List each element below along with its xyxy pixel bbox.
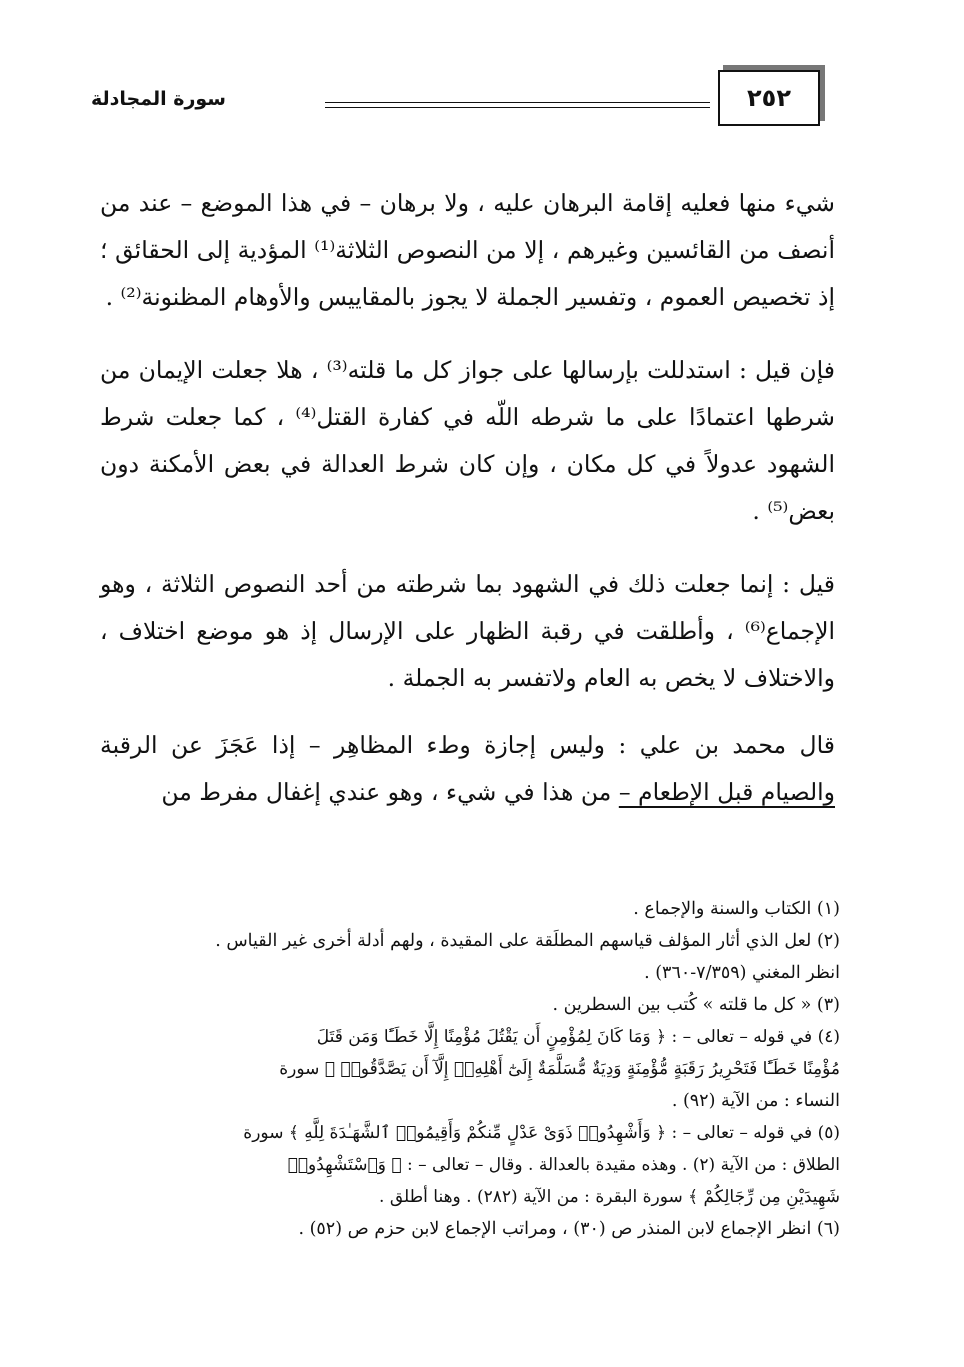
footnote-5-continuation: الطلاق : من الآية (٢) . وهذه مقيدة بالعدالة . وقال – تعالى – : ﴿ وَٱسْتَشْهِدُوا۟: [287, 1155, 840, 1175]
footnote-5: (٥) في قوله – تعالى – : ﴿ وَأَشْهِدُوا۟ ذَوَىْ عَدْلٍ مِّنكُمْ وَأَقِيمُوا۟ ٱلشَّهَـٰدَةَ لِلَّهِ ﴾ سورة: [243, 1123, 840, 1143]
paragraph-end: من هذا في شيء ، وهو عندي إغفال مفرط من: [161, 778, 619, 806]
paragraph: فإن قيل : استدللت بإرسالها على جواز كل ما قلته⁽³⁾ ، هلا جعلت الإيمان من شرطها اعتمادًا على ما شرطه اللّه في كفارة القتل⁽⁴⁾ ، كما جعلت شرط الشهود عدولاً في كل مكان ، وإن كان شرط العدالة في بعض الأمكنة دون بعض⁽⁵⁾ .: [100, 356, 836, 525]
page-number: ٢٥٢: [747, 84, 791, 112]
footnote-1: (١) الكتاب والسنة والإجماع .: [633, 899, 840, 919]
paragraph: [100, 722, 835, 816]
main-text: [100, 180, 835, 816]
paragraph: شيء منها فعليه إقامة البرهان عليه ، ولا برهان – في هذا الموضع – عند من أنصف من القائسين وغيرهم ، إلا من النصوص الثلاثة⁽¹⁾ المؤدية إلى الحقائق ؛ إذ تخصيص العموم ، وتفسير الجملة لا يجوز بالمقاييس والأوهام المظنونة⁽²⁾ .: [100, 189, 835, 311]
footnote-4: (٤) في قوله – تعالى – : ﴿ وَمَا كَانَ لِمُؤْمِنٍ أَن يَقْتُلَ مُؤْمِنًا إِلَّا خَطَـًٔا وَمَن قَتَلَ: [316, 1027, 840, 1047]
footnotes: [100, 893, 840, 1245]
header-rule: [325, 102, 710, 103]
footnote-4-continuation: مُؤْمِنًا خَطَـًٔا فَتَحْرِيرُ رَقَبَةٍ مُّؤْمِنَةٍ وَدِيَةٌ مُّسَلَّمَةٌ إِلَىٰٓ أَهْلِهِۦٓ إِلَّآ أَن يَصَّدَّقُوا۟ ﴾ سورة: [279, 1059, 840, 1079]
underlined-phrase: والصيام قبل الإطعام –: [618, 778, 835, 806]
paragraph-start: قال محمد بن علي : وليس إجازة وطء المظاهِر – إذا عَجَزَ عن الرقبة: [100, 731, 835, 759]
footnote-5-continuation: شَهِيدَيْنِ مِن رِّجَالِكُمْ ﴾ سورة البقرة : من الآية (٢٨٢) . وهنا أطلق .: [379, 1187, 840, 1207]
footnote-3: (٣) « كل ما قلته » كُتب بين السطرين .: [552, 995, 840, 1015]
footnote-2-continuation: انظر المغني (٧/٣٥٩-٣٦٠) .: [644, 963, 840, 983]
footnote-2: (٢) لعل الذي أثار المؤلف قياسهم المطلَقة على المقيدة ، ولهم أدلة أخرى غير القياس .: [215, 931, 840, 951]
paragraph: قيل : إنما جعلت ذلك في الشهود بما شرطته من أحد النصوص الثلاثة ، وهو الإجماع⁽⁶⁾ ، وأطلقت في رقبة الظهار على الإرسال إذ هو موضع اختلاف ، والاختلاف لا يخص به العام ولاتفسر به الجملة .: [100, 570, 835, 692]
footnote-4-continuation: النساء : من الآية (٩٢) .: [671, 1091, 840, 1111]
header-rule-lower: [325, 107, 710, 108]
surah-title: سورة المجادلة: [91, 88, 226, 110]
footnote-6: (٦) انظر الإجماع لابن المنذر ص (٣٠) ، ومراتب الإجماع لابن حزم ص (٥٢) .: [298, 1219, 840, 1239]
page-number-box: [718, 70, 820, 126]
